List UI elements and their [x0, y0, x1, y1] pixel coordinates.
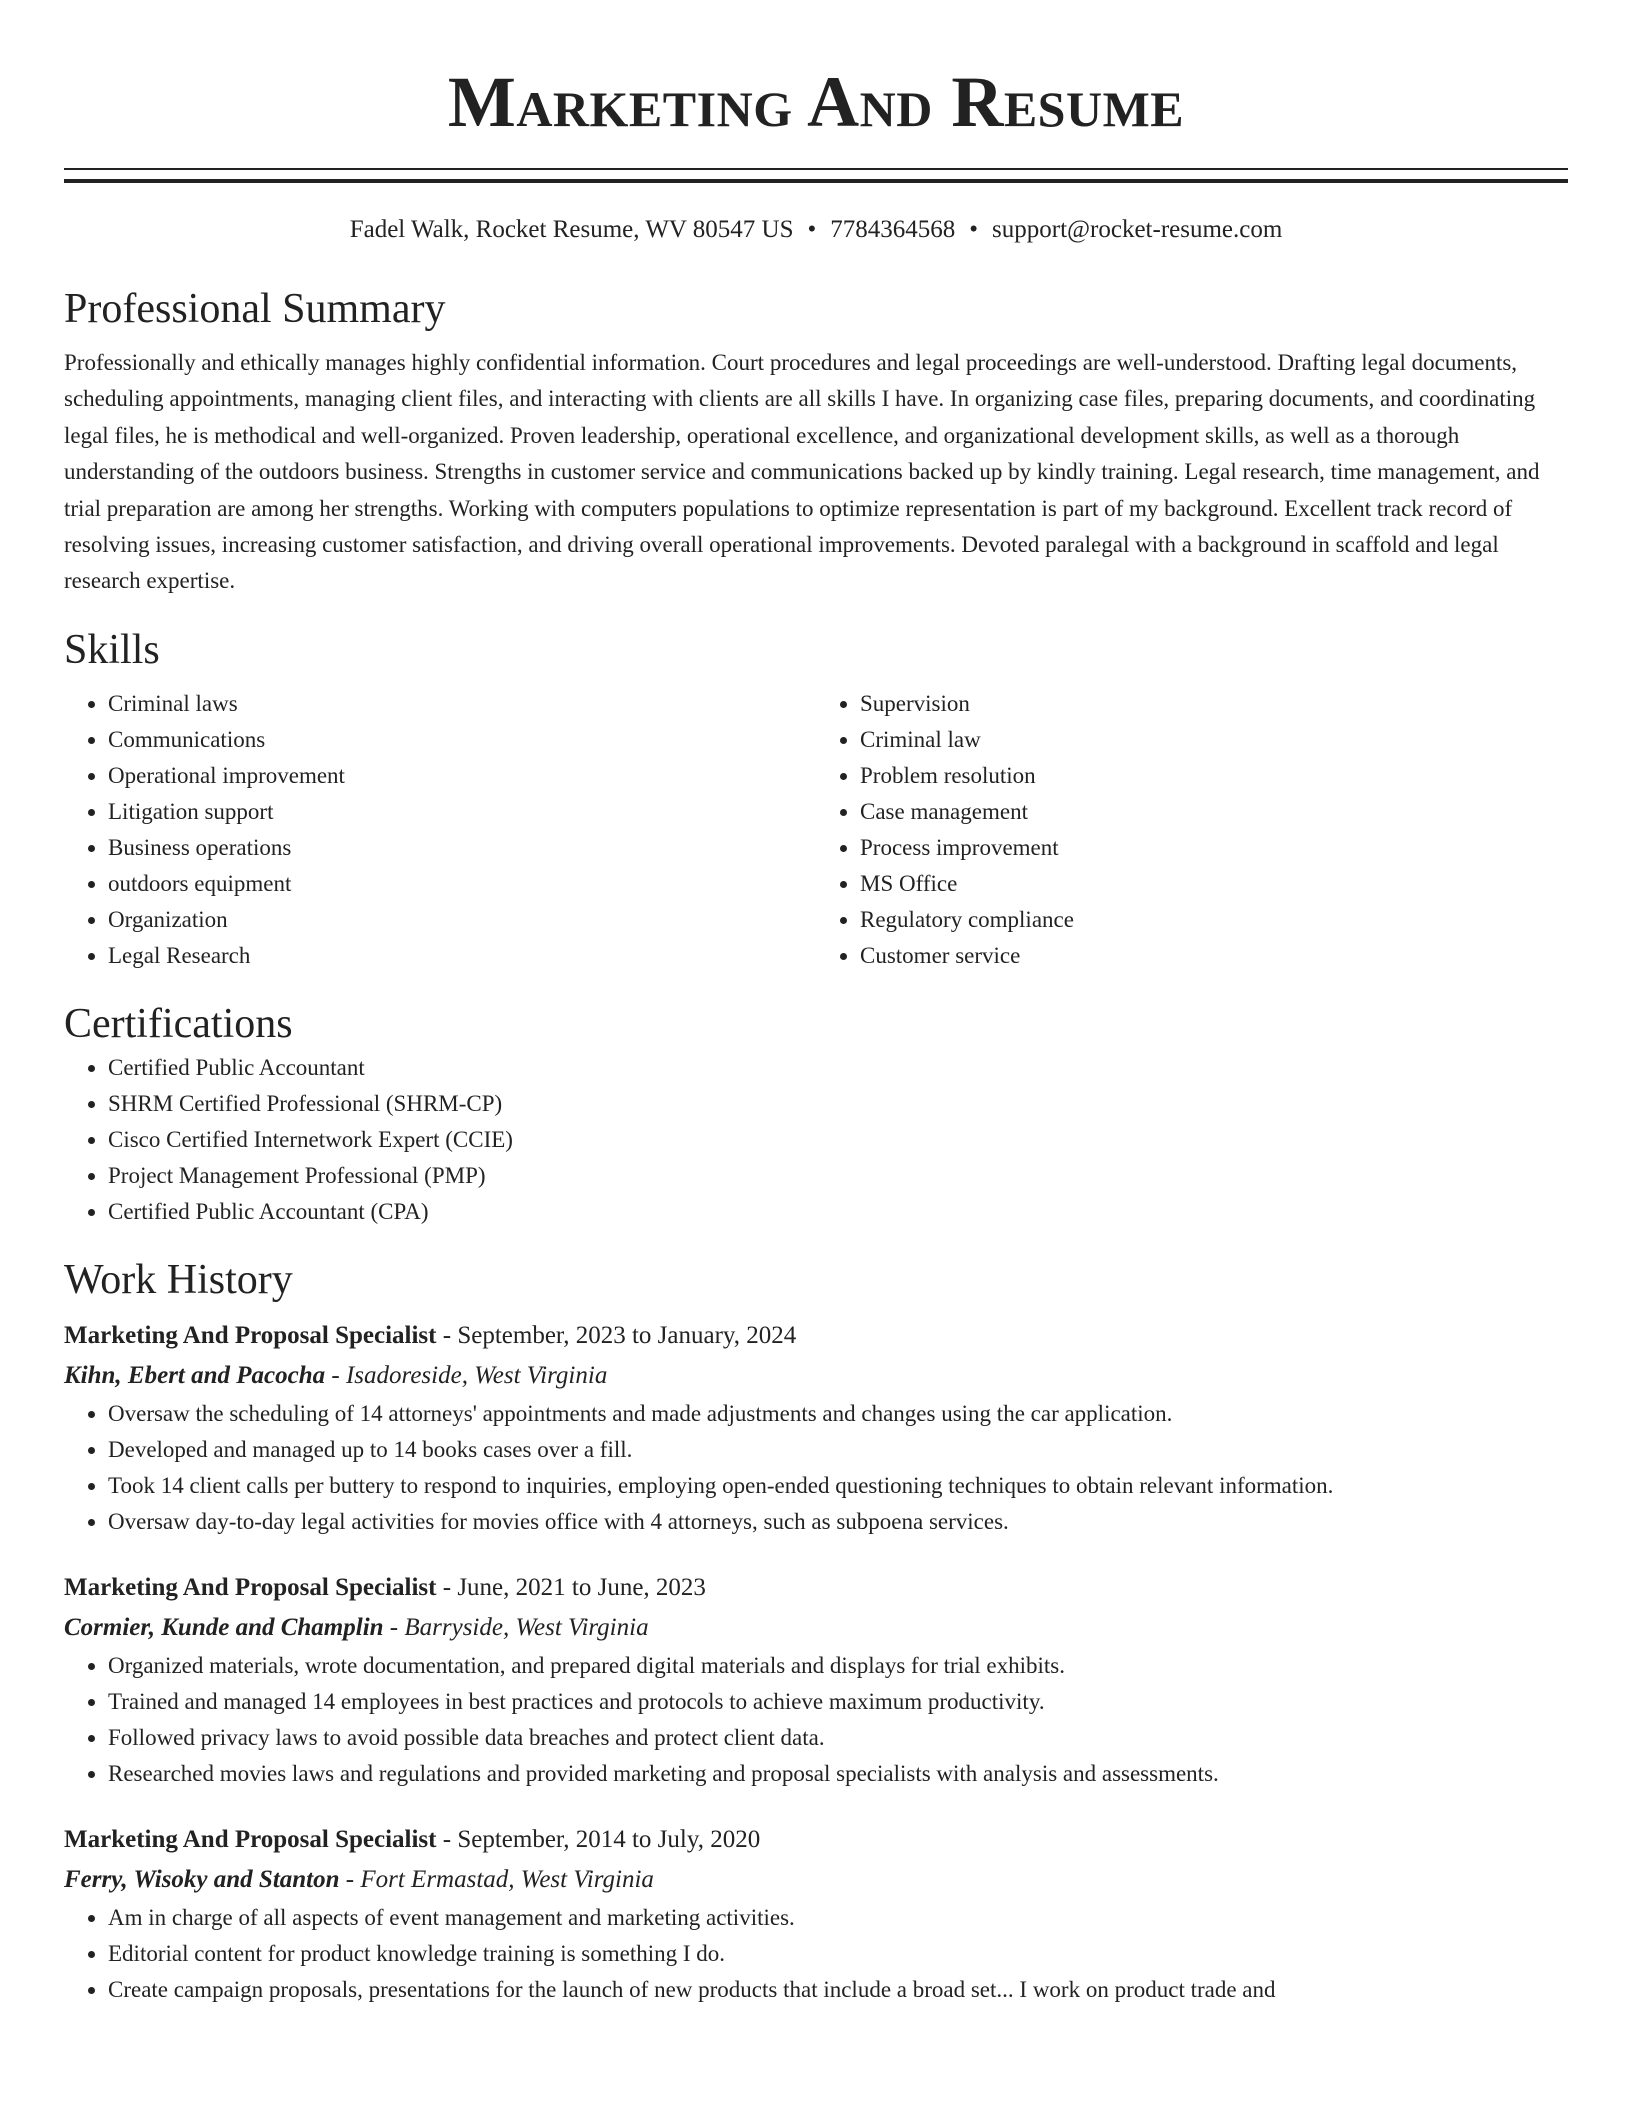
- job-duty: • Oversaw the scheduling of 14 attorneys' appointments and made adjustments and changes using the car application.: [108, 1396, 1568, 1432]
- job-header: Marketing And Proposal Specialist - June, 2021 to June, 2023: [64, 1573, 706, 1601]
- skill-item: • Regulatory compliance: [860, 902, 1568, 938]
- skill-item: • Supervision: [860, 686, 1568, 722]
- job-title: Marketing And Proposal Specialist: [64, 1573, 437, 1601]
- contact-separator: •: [807, 216, 817, 243]
- job-dates: June, 2021 to June, 2023: [457, 1573, 706, 1601]
- job-duty: • Oversaw day-to-day legal activities for movies office with 4 attorneys, such as subpoena services.: [108, 1504, 1568, 1540]
- skills-list-right: [816, 686, 1568, 974]
- job-entry: [64, 1568, 1568, 1792]
- job-duty: • Took 14 client calls per buttery to respond to inquiries, employing open-ended questioning techniques to obtain relevant information.: [108, 1468, 1568, 1504]
- job-location: Barryside, West Virginia: [404, 1613, 649, 1641]
- job-header: Marketing And Proposal Specialist - September, 2014 to July, 2020: [64, 1825, 761, 1853]
- job-location: Isadoreside, West Virginia: [345, 1361, 608, 1389]
- skill-item: • Litigation support: [108, 794, 816, 830]
- job-duty: • Researched movies laws and regulations and provided marketing and proposal specialists with analysis and assessments.: [108, 1756, 1568, 1792]
- job-company: Cormier, Kunde and Champlin: [64, 1613, 384, 1641]
- contact-address: Fadel Walk, Rocket Resume, WV 80547 US: [349, 216, 794, 243]
- job-duty: • Am in charge of all aspects of event management and marketing activities.: [108, 1900, 1568, 1936]
- job-duty: • Followed privacy laws to avoid possible data breaches and protect client data.: [108, 1720, 1568, 1756]
- job-duty: • Developed and managed up to 14 books cases over a fill.: [108, 1432, 1568, 1468]
- certifications-list: [64, 1050, 1568, 1230]
- job-duties: [64, 1396, 1568, 1540]
- job-duty: • Trained and managed 14 employees in best practices and protocols to achieve maximum productivity.: [108, 1684, 1568, 1720]
- job-title: Marketing And Proposal Specialist: [64, 1825, 437, 1853]
- skill-item: • Problem resolution: [860, 758, 1568, 794]
- certification-item: • Certified Public Accountant: [108, 1050, 1568, 1086]
- skills-columns: [64, 686, 1568, 974]
- certification-item: • Project Management Professional (PMP): [108, 1158, 1568, 1194]
- job-duty: • Organized materials, wrote documentation, and prepared digital materials and displays for trial exhibits.: [108, 1648, 1568, 1684]
- skill-item: • Case management: [860, 794, 1568, 830]
- job-company-line: Cormier, Kunde and Champlin - Barryside, West Virginia: [64, 1613, 649, 1641]
- certification-item: • Certified Public Accountant (CPA): [108, 1194, 1568, 1230]
- section-title-summary: Professional Summary: [64, 286, 446, 332]
- job-entry: [64, 1316, 1568, 1540]
- resume-name: Marketing And Resume: [447, 62, 1185, 142]
- section-title-skills: Skills: [64, 626, 160, 673]
- job-duties: [64, 1900, 1568, 2008]
- job-company: Kihn, Ebert and Pacocha: [64, 1361, 326, 1389]
- skills-list-left: [64, 686, 816, 974]
- skill-item: • outdoors equipment: [108, 866, 816, 902]
- skill-item: • Customer service: [860, 938, 1568, 974]
- contact-separator: •: [969, 216, 979, 243]
- job-company-line: Ferry, Wisoky and Stanton - Fort Ermastad, West Virginia: [64, 1865, 654, 1893]
- job-company-line: Kihn, Ebert and Pacocha - Isadoreside, West Virginia: [64, 1361, 608, 1389]
- skill-item: • Legal Research: [108, 938, 816, 974]
- skill-item: • Process improvement: [860, 830, 1568, 866]
- skill-item: • Business operations: [108, 830, 816, 866]
- skill-item: • Organization: [108, 902, 816, 938]
- job-entry: [64, 1820, 1568, 2008]
- contact-email: support@rocket-resume.com: [992, 216, 1283, 243]
- job-dates: September, 2014 to July, 2020: [457, 1825, 761, 1853]
- job-header: Marketing And Proposal Specialist - September, 2023 to January, 2024: [64, 1321, 797, 1349]
- skill-item: • MS Office: [860, 866, 1568, 902]
- job-duty: • Editorial content for product knowledge training is something I do.: [108, 1936, 1568, 1972]
- skill-item: • Communications: [108, 722, 816, 758]
- section-title-work-history: Work History: [64, 1256, 293, 1303]
- job-location: Fort Ermastad, West Virginia: [360, 1865, 654, 1893]
- contact-line: [64, 213, 1568, 247]
- job-company: Ferry, Wisoky and Stanton: [64, 1865, 340, 1893]
- skill-item: • Operational improvement: [108, 758, 816, 794]
- summary-text: Professionally and ethically manages highly confidential information. Court procedures and legal proceedings are well-understood. Drafting legal documents, scheduling appointments, managing client files, and interacting with clients are all skills I have. In organizing case files, preparing documents, and coordinating legal files, he is methodical and well-organized. Proven leadership, operational excellence, and organizational development skills, as well as a thorough understanding of the outdoors business. Strengths in customer service and communications backed up by kindly training. Legal research, time management, and trial preparation are among her strengths. Working with computers populations to optimize representation is part of my background. Excellent track record of resolving issues, increasing customer satisfaction, and driving overall operational improvements. Devoted paralegal with a background in scaffold and legal research expertise.: [64, 350, 1540, 594]
- header-divider: [64, 168, 1568, 183]
- job-dates: September, 2023 to January, 2024: [457, 1321, 797, 1349]
- certification-item: • SHRM Certified Professional (SHRM-CP): [108, 1086, 1568, 1122]
- section-title-certifications: Certifications: [64, 1000, 293, 1047]
- certification-item: • Cisco Certified Internetwork Expert (CCIE): [108, 1122, 1568, 1158]
- job-duty: • Create campaign proposals, presentations for the launch of new products that include a broad set... I work on product trade and: [108, 1972, 1568, 2008]
- job-title: Marketing And Proposal Specialist: [64, 1321, 437, 1349]
- skill-item: • Criminal law: [860, 722, 1568, 758]
- skill-item: • Criminal laws: [108, 686, 816, 722]
- job-duties: [64, 1648, 1568, 1792]
- contact-phone: 7784364568: [830, 216, 956, 243]
